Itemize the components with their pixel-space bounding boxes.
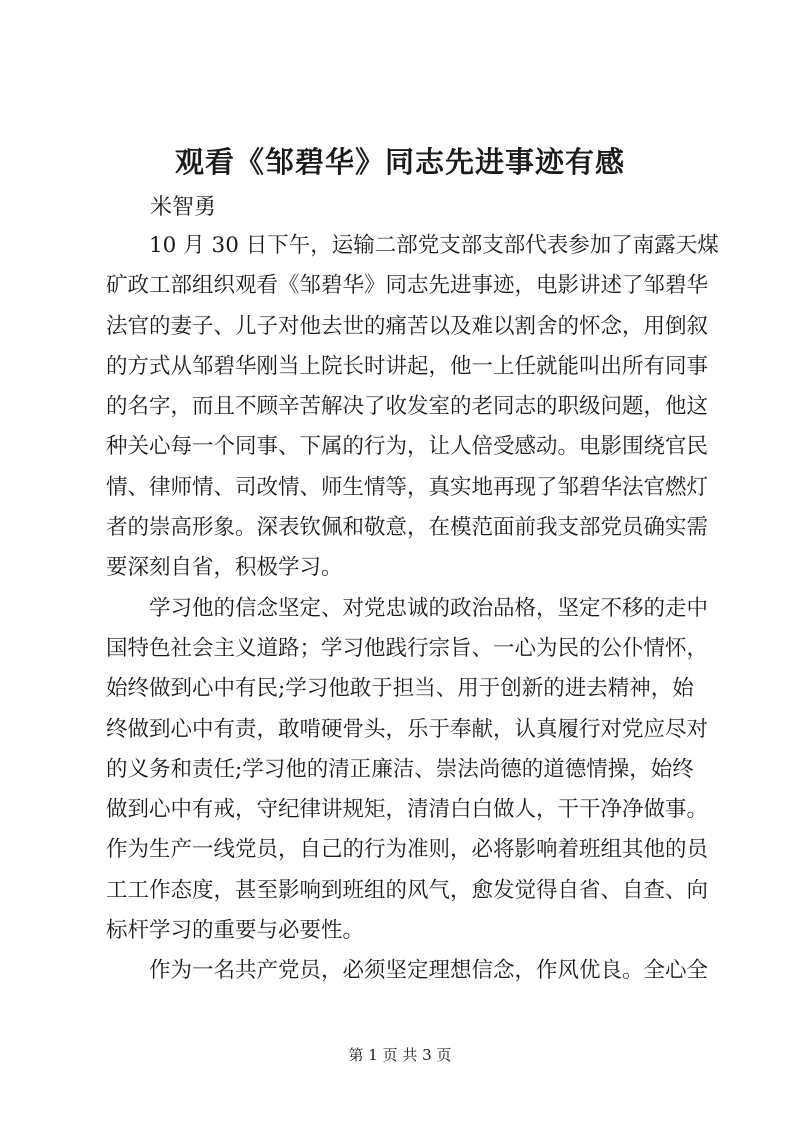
text-line: 国特色社会主义道路；学习他践行宗旨、一心为民的公仆情怀， — [106, 635, 709, 661]
text-line: 作为一名共产党员，必须坚定理想信念，作风优良。全心全 — [149, 958, 709, 984]
text-line: 做到心中有戒，守纪律讲规矩，清清白白做人，干干净净做事。 — [106, 797, 709, 823]
text-line: 终做到心中有责，敢啃硬骨头，乐于奉献，认真履行对党应尽对 — [106, 716, 709, 742]
text-line: 工工作态度，甚至影响到班组的风气，愈发觉得自省、自查、向 — [106, 877, 709, 903]
paragraph — [106, 589, 709, 952]
text-line: 10 月 30 日下午，运输二部党支部支部代表参加了南露天煤 — [149, 233, 719, 258]
author-name: 米智勇 — [150, 195, 217, 220]
text-line: 始终做到心中有民;学习他敢于担当、用于创新的进去精神，始 — [106, 676, 694, 702]
text-line: 作为生产一线党员，自己的行为准则，必将影响着班组其他的员 — [106, 837, 709, 863]
paragraph — [106, 951, 709, 991]
document-body — [106, 226, 719, 992]
text-line: 者的崇高形象。深表钦佩和敬意，在模范面前我支部党员确实需 — [106, 515, 709, 541]
text-line: 法官的妻子、儿子对他去世的痛苦以及难以割舍的怀念，用倒叙 — [106, 313, 709, 339]
paragraph — [106, 226, 719, 589]
text-line: 的义务和责任;学习他的清正廉洁、崇法尚德的道德情操，始终 — [106, 756, 694, 782]
text-line: 标杆学习的重要与必要性。 — [106, 918, 365, 944]
page-footer: 第 1 页 共 3 页 — [348, 1046, 452, 1064]
text-line: 学习他的信念坚定、对党忠诚的政治品格，坚定不移的走中 — [149, 595, 709, 621]
text-line: 矿政工部组织观看《邹碧华》同志先进事迹，电影讲述了邹碧华 — [106, 273, 709, 299]
text-line: 情、律师情、司改情、师生情等，真实地再现了邹碧华法官燃灯 — [106, 474, 709, 500]
document-title: 观看《邹碧华》同志先进事迹有感 — [174, 145, 625, 179]
text-line: 要深刻自省，积极学习。 — [106, 555, 343, 581]
text-line: 种关心每一个同事、下属的行为，让人倍受感动。电影围绕官民 — [106, 434, 709, 460]
text-line: 的名字，而且不顾辛苦解决了收发室的老同志的职级问题，他这 — [106, 394, 709, 420]
text-line: 的方式从邹碧华刚当上院长时讲起，他一上任就能叫出所有同事 — [106, 353, 709, 379]
